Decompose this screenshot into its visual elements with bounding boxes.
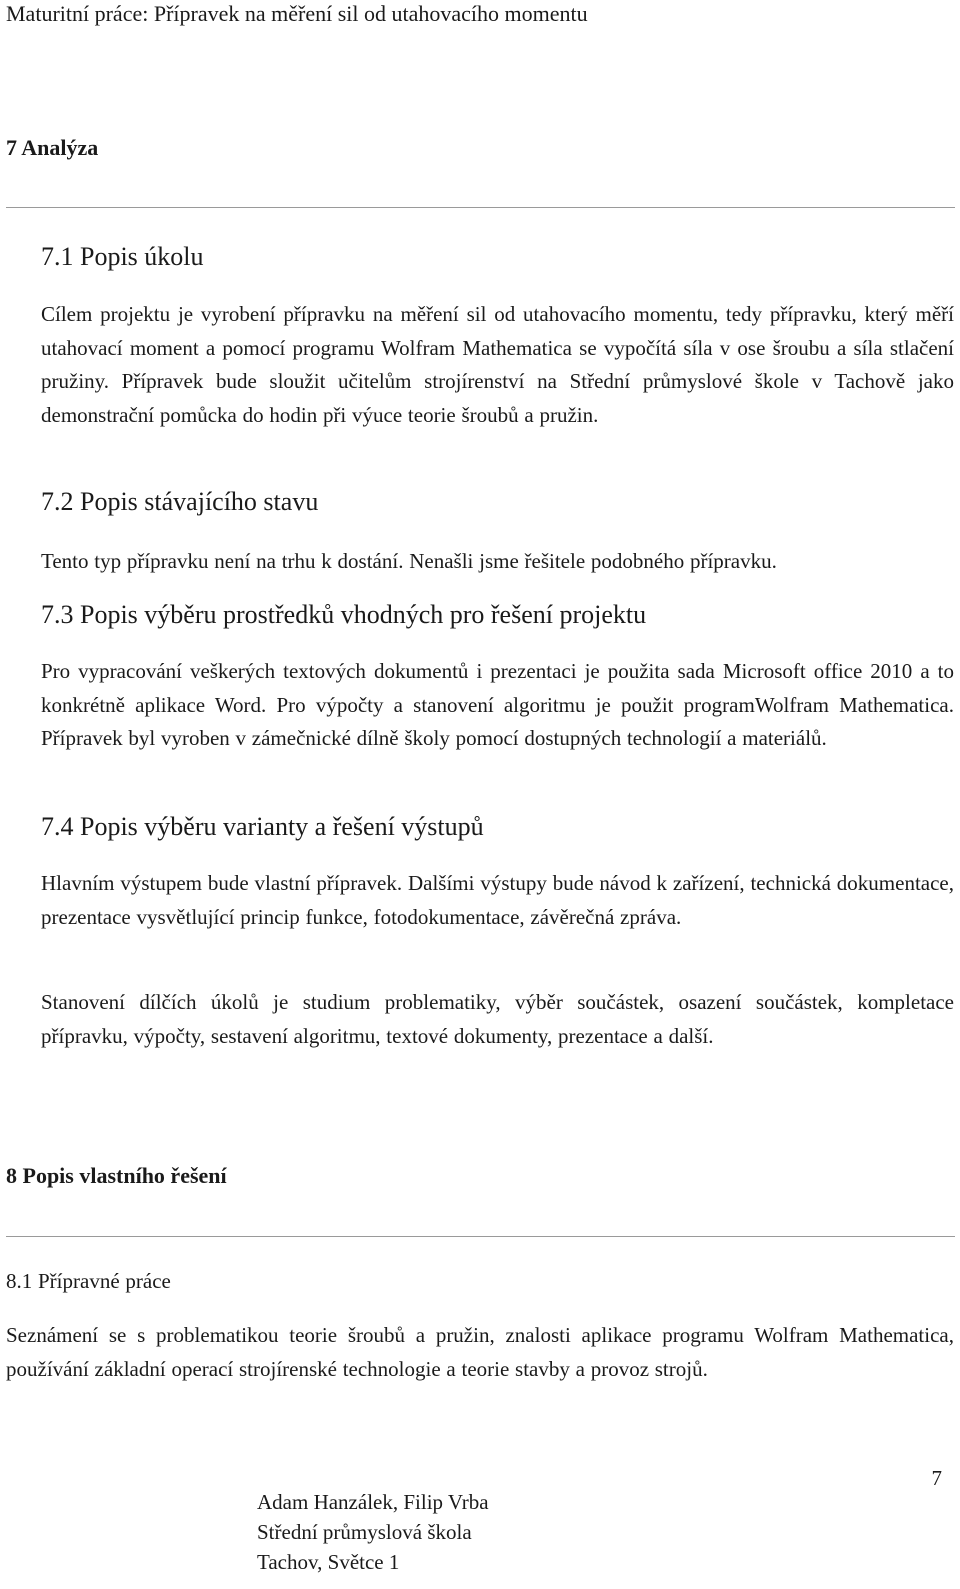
footer-authors: Adam Hanzálek, Filip Vrba xyxy=(257,1490,489,1514)
chapter-8-heading: 8 Popis vlastního řešení xyxy=(6,1163,227,1188)
footer-address: Tachov, Světce 1 xyxy=(257,1550,400,1574)
section-8-1-heading: 8.1 Přípravné práce xyxy=(6,1269,171,1293)
section-7-2-heading: 7.2 Popis stávajícího stavu xyxy=(41,487,319,516)
chapter-7-rule xyxy=(6,207,955,208)
section-7-2-paragraph: Tento typ přípravku není na trhu k dostání. Nenašli jsme řešitele podobného přípravku. xyxy=(41,549,777,573)
section-7-4-paragraph-2: Stanovení dílčích úkolů je studium problematiky, výběr součástek, osazení součástek, kompletace přípravku, výpočty, sestavení algoritmu, textové dokumenty, prezentace a další. xyxy=(41,990,954,1048)
chapter-8-rule xyxy=(6,1236,955,1237)
section-7-4-paragraph-1: Hlavním výstupem bude vlastní přípravek. Dalšími výstupy bude návod k zařízení, technická dokumentace, prezentace vysvětlující princip funkce, fotodokumentace, závěrečná zpráva. xyxy=(41,871,954,929)
footer-school: Střední průmyslová škola xyxy=(257,1520,472,1544)
section-8-1-paragraph: Seznámení se s problematikou teorie šroubů a pružin, znalosti aplikace programu Wolfram Mathematica, používání základní operací strojírenské technologie a teorie stavby a provoz strojů. xyxy=(6,1323,954,1381)
section-7-4-heading: 7.4 Popis výběru varianty a řešení výstupů xyxy=(41,812,484,841)
page-number: 7 xyxy=(931,1466,942,1490)
page-header: Maturitní práce: Přípravek na měření sil od utahovacího momentu xyxy=(6,1,588,26)
section-7-1-paragraph: Cílem projektu je vyrobení přípravku na měření sil od utahovacího momentu, tedy přípravku, který měří utahovací moment a pomocí programu Wolfram Mathematica se vypočítá síla v ose šroubu a síla stlačení pružiny. Přípravek bude sloužit učitelům strojírenství na Střední průmyslové škole v Tachově jako demonstrační pomůcka do hodin při výuce teorie šroubů a pružin. xyxy=(41,302,954,427)
section-7-3-paragraph: Pro vypracování veškerých textových dokumentů i prezentaci je použita sada Microsoft office 2010 a to konkrétně aplikace Word. Pro výpočty a stanovení algoritmu je použit programWolfram Mathematica. Přípravek byl vyroben v zámečnické dílně školy pomocí dostupných technologií a materiálů. xyxy=(41,659,954,750)
section-7-1-heading: 7.1 Popis úkolu xyxy=(41,242,204,271)
chapter-7-heading: 7 Analýza xyxy=(6,135,99,160)
section-7-3-heading: 7.3 Popis výběru prostředků vhodných pro řešení projektu xyxy=(41,600,647,629)
